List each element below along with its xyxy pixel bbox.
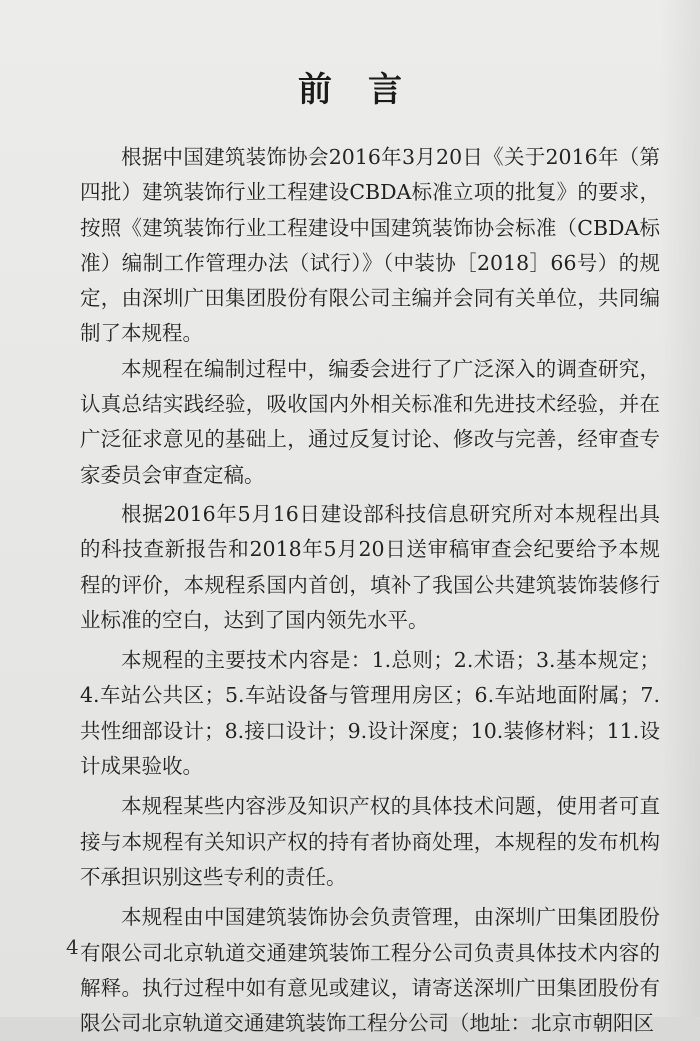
paragraph: 根据2016年5月16日建设部科技信息研究所对本规程出具的科技查新报告和2018年5月20日送审稿审查会纪要给予本规程的评价，本规程系国内首创，填补了我国公共建筑装饰装修行业标准的空白，达到了国内领先水平。 [80, 501, 660, 632]
paragraph: 本规程由中国建筑装饰协会负责管理，由深圳广田集团股份有限公司北京轨道交通建筑装饰工程分公司负责具体技术内容的解释。执行过程中如有意见或建议，请寄送深圳广田集团股份有限公司北京轨道交通建筑装饰工程分公司（地址：北京市朝阳区 [80, 905, 660, 1036]
paragraph: 本规程某些内容涉及知识产权的具体技术问题，使用者可直接与本规程有关知识产权的持有者协商处理，本规程的发布机构不承担识别这些专利的责任。 [80, 794, 660, 889]
page-title: 前言 [298, 70, 438, 110]
page-number: 4 [66, 935, 79, 959]
paragraph: 根据中国建筑装饰协会2016年3月20日《关于2016年（第四批）建筑装饰行业工程建设CBDA标准立项的批复》的要求，按照《建筑装饰行业工程建设中国建筑装饰协会标准（CBDA标准）编制工作管理办法（试行）》（中装协［2018］66号）的规定，由深圳广田集团股份有限公司主编并会同有关单位，共同编制了本规程。 [80, 145, 660, 346]
document-body [80, 140, 660, 1041]
paragraph: 本规程在编制过程中，编委会进行了广泛深入的调查研究，认真总结实践经验，吸收国内外相关标准和先进技术经验，并在广泛征求意见的基础上，通过反复讨论、修改与完善，经审查专家委员会审查定稿。 [80, 356, 660, 487]
paragraph: 本规程的主要技术内容是：1.总则；2.术语；3.基本规定；4.车站公共区；5.车站设备与管理用房区；6.车站地面附属；7.共性细部设计；8.接口设计；9.设计深度；10.装修材料；11.设计成果验收。 [80, 648, 660, 779]
page-edge-shadow [660, 0, 700, 1017]
